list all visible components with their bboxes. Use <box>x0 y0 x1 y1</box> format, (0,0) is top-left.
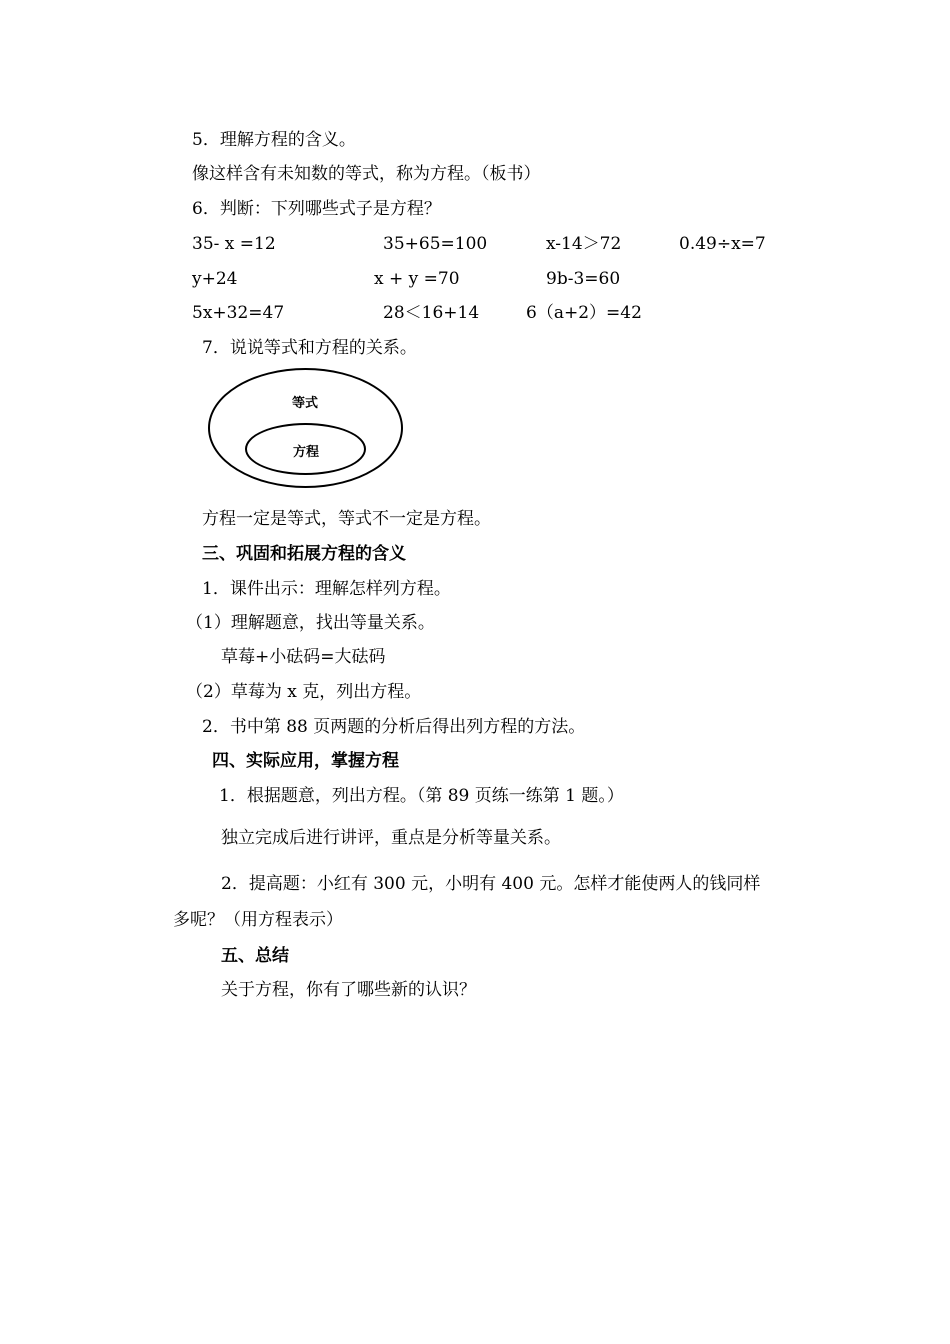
outer-ellipse-label: 等式 <box>292 396 319 411</box>
expression: 6（a+2）=42 <box>526 303 642 323</box>
expression: y+24 <box>192 269 238 289</box>
item-6: 6．判断：下列哪些式子是方程？ <box>192 199 441 219</box>
item-4-1: 1．根据题意，列出方程。（第 89 页练一练第 1 题。） <box>219 786 624 806</box>
item-3-1: 1．课件出示：理解怎样列方程。 <box>202 579 451 599</box>
equation-text: 草莓+小砝码=大砝码 <box>221 647 386 667</box>
expression: x-14＞72 <box>546 234 622 254</box>
item-4-1-note: 独立完成后进行讲评，重点是分析等量关系。 <box>221 828 561 848</box>
expression: 28＜16+14 <box>383 303 480 323</box>
expression: 5x+32=47 <box>192 303 285 323</box>
expression: 9b-3=60 <box>546 269 621 289</box>
expression: 35- x =12 <box>192 234 276 254</box>
item-5: 5．理解方程的含义。 <box>192 130 356 150</box>
section-heading-3: 三、巩固和拓展方程的含义 <box>202 544 406 564</box>
section-heading-5: 五、总结 <box>221 946 289 966</box>
relation-text: 方程一定是等式，等式不一定是方程。 <box>202 509 491 529</box>
inner-ellipse-label: 方程 <box>293 445 320 460</box>
item-7: 7．说说等式和方程的关系。 <box>202 338 417 358</box>
section-heading-4: 四、实际应用，掌握方程 <box>212 751 399 771</box>
expression: 0.49÷x=7 <box>679 234 766 254</box>
summary-question: 关于方程，你有了哪些新的认识？ <box>221 980 476 1000</box>
item-3-1-2: （2）草莓为 x 克，列出方程。 <box>186 682 422 702</box>
item-3-1-1: （1）理解题意，找出等量关系。 <box>186 613 435 633</box>
item-3-2: 2．书中第 88 页两题的分析后得出列方程的方法。 <box>202 717 586 737</box>
item-4-2: 2．提高题：小红有 300 元，小明有 400 元。怎样才能使两人的钱同样 <box>221 874 761 894</box>
expression: x + y =70 <box>374 269 460 289</box>
definition-text: 像这样含有未知数的等式，称为方程。（板书） <box>192 164 541 184</box>
expression: 35+65=100 <box>383 234 488 254</box>
item-4-2-cont: 多呢？（用方程表示） <box>173 910 343 930</box>
